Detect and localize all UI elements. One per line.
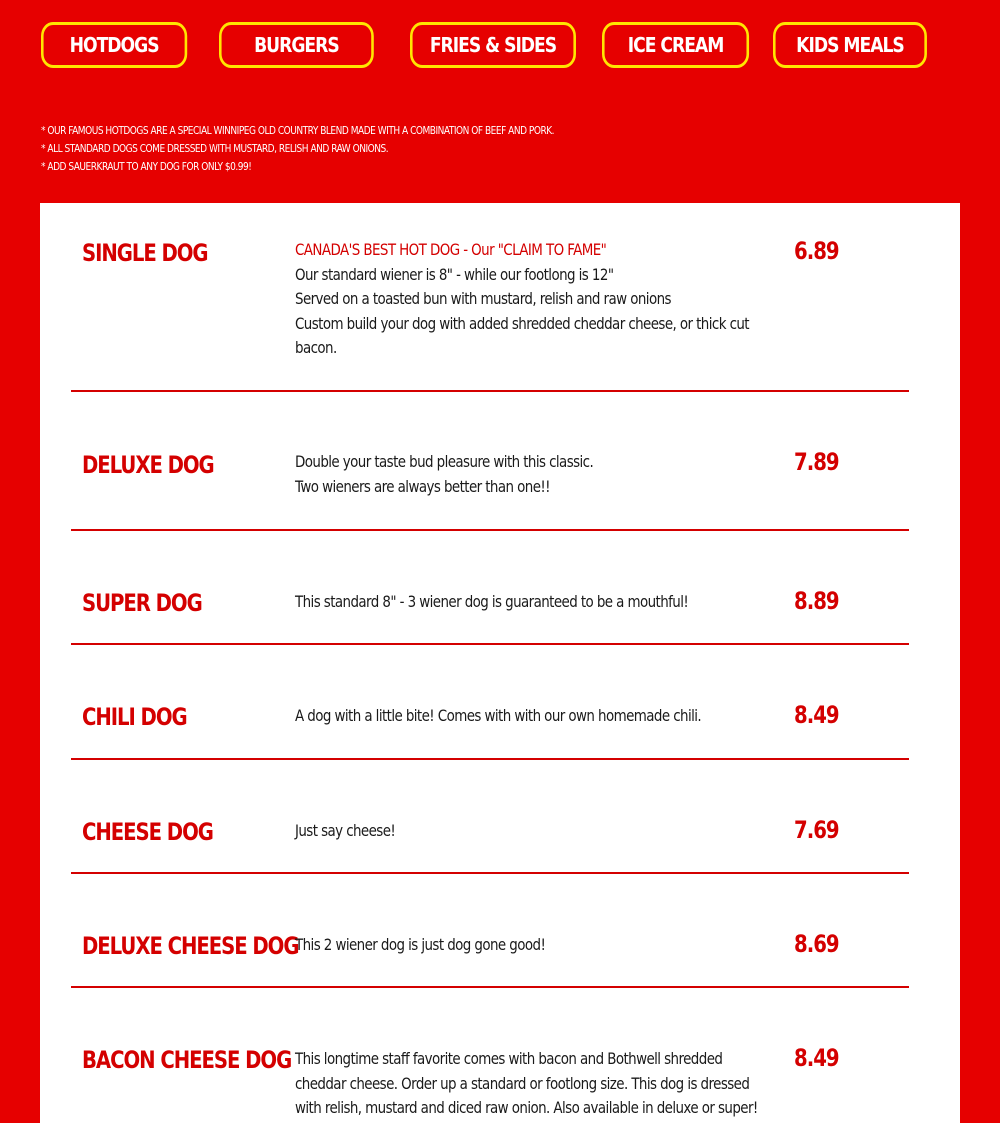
description-line: This standard 8" - 3 wiener dog is guaranteed to be a mouthful! xyxy=(295,592,689,611)
description-line: Double your taste bud pleasure with this classic. xyxy=(295,452,594,471)
description-line: Our standard wiener is 8" - while our footlong is 12" xyxy=(295,264,614,284)
menu-item-deluxe-dog xyxy=(71,392,909,531)
description-line: Just say cheese! xyxy=(295,821,396,840)
nav-button-kids-meals[interactable]: KIDS MEALS xyxy=(773,22,927,68)
description-line: This longtime staff favorite comes with bacon and Bothwell shredded cheddar cheese. Order up a standard or footlong size. This dog is dressed with relish, mustard and diced raw onion. Also available in deluxe or super! xyxy=(295,1049,758,1118)
nav-button-ice-cream[interactable]: ICE CREAM xyxy=(602,22,749,68)
menu-item-price: 6.89 xyxy=(794,237,839,265)
menu-item-price: 8.89 xyxy=(794,587,839,615)
nav-button-fries-sides[interactable]: FRIES & SIDES xyxy=(410,22,576,68)
menu-item-description xyxy=(295,933,765,958)
menu-item-single-dog xyxy=(71,203,909,392)
description-line: Two wieners are always better than one!! xyxy=(295,476,550,496)
menu-item-description xyxy=(295,238,774,361)
menu-item-description xyxy=(295,1047,774,1121)
menu-item-chili-dog xyxy=(71,645,909,760)
menu-item-cheese-dog xyxy=(71,760,909,874)
description-line: Served on a toasted bun with mustard, relish and raw onions xyxy=(295,289,671,309)
menu-item-price: 8.49 xyxy=(794,701,839,729)
menu-item-price: 8.49 xyxy=(794,1044,839,1072)
description-line: This 2 wiener dog is just dog gone good! xyxy=(295,935,546,954)
note-line: * ALL STANDARD DOGS COME DRESSED WITH MUSTARD, RELISH AND RAW ONIONS. xyxy=(41,142,389,155)
menu-item-deluxe-cheese-dog xyxy=(71,874,909,988)
menu-item-highlight: CANADA'S BEST HOT DOG - Our "CLAIM TO FAME" xyxy=(295,240,607,259)
menu-item-name: DELUXE DOG xyxy=(82,451,214,479)
menu-item-description xyxy=(295,704,765,729)
menu-item-price: 7.69 xyxy=(794,816,839,844)
menu-item-super-dog xyxy=(71,531,909,645)
menu-item-description xyxy=(295,819,765,844)
hotdog-menu-panel xyxy=(40,203,960,1123)
menu-item-description xyxy=(295,590,765,615)
description-line: A dog with a little bite! Comes with with our own homemade chili. xyxy=(295,706,702,725)
menu-item-price: 7.89 xyxy=(794,448,839,476)
menu-item-name: BACON CHEESE DOG xyxy=(82,1046,292,1074)
note-line: * OUR FAMOUS HOTDOGS ARE A SPECIAL WINNIPEG OLD COUNTRY BLEND MADE WITH A COMBINATION OF BEEF AND PORK. xyxy=(41,124,555,137)
nav-button-hotdogs[interactable]: HOTDOGS xyxy=(41,22,187,68)
menu-item-name: CHEESE DOG xyxy=(82,818,213,846)
menu-item-name: CHILI DOG xyxy=(82,703,187,731)
menu-item-price: 8.69 xyxy=(794,930,839,958)
nav-button-burgers[interactable]: BURGERS xyxy=(219,22,374,68)
menu-item-name: DELUXE CHEESE DOG xyxy=(82,932,299,960)
menu-item-description xyxy=(295,450,765,499)
menu-item-name: SUPER DOG xyxy=(82,589,202,617)
category-nav xyxy=(0,0,1000,100)
menu-item-name: SINGLE DOG xyxy=(82,239,208,267)
menu-notes xyxy=(41,122,554,176)
description-line: Custom build your dog with added shredded cheddar cheese, or thick cut bacon. xyxy=(295,313,749,358)
note-line: * ADD SAUERKRAUT TO ANY DOG FOR ONLY $0.99! xyxy=(41,160,252,173)
menu-item-bacon-cheese-dog xyxy=(71,988,909,1123)
